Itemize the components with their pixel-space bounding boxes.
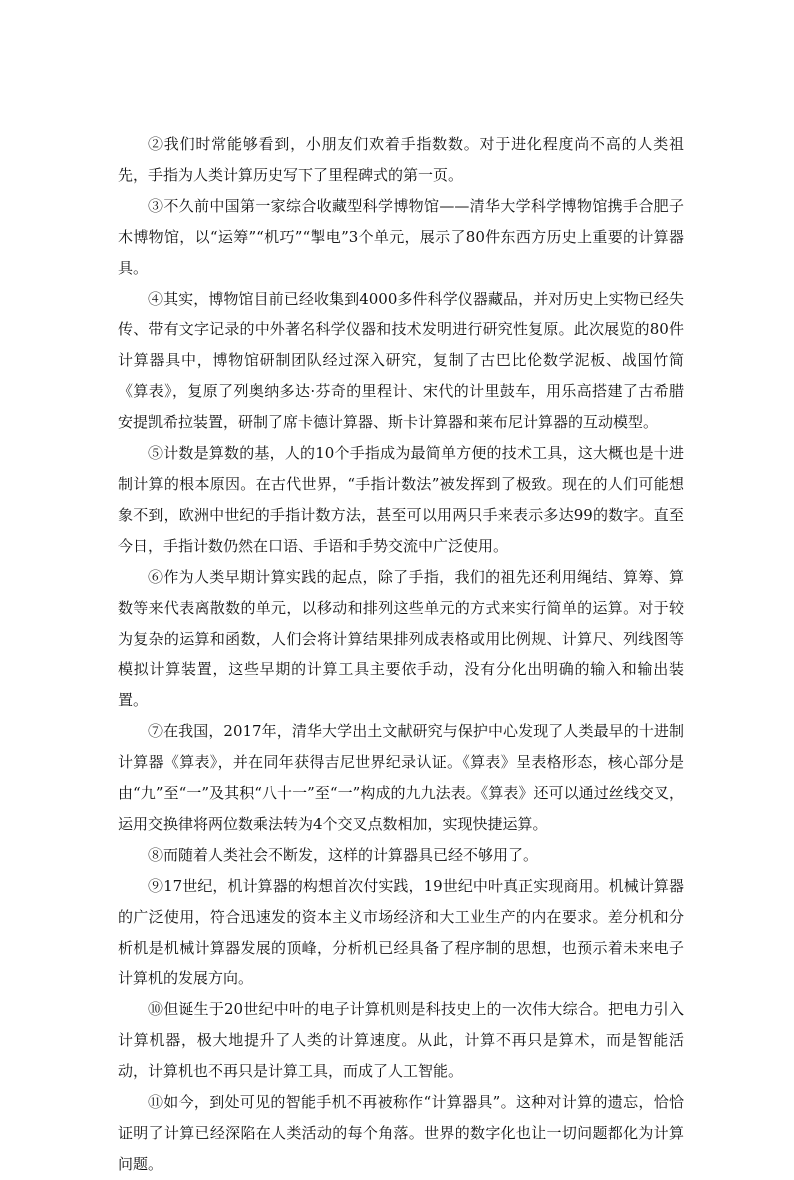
article-body [118,129,684,1180]
paragraph-11: ⑪如今，到处可见的智能手机不再被称作“计算器具”。这种对计算的遗忘，恰恰证明了计算已经深陷在人类活动的每个角落。世界的数字化也让一切问题都化为计算问题。 [118,1093,684,1173]
paragraph-3: ③不久前中国第一家综合收藏型科学博物馆——清华大学科学博物馆携手合肥子木博物馆，以“运筹”“机巧”“掣电”3个单元，展示了80件东西方历史上重要的计算器具。 [118,196,684,277]
paragraph-6: ⑥作为人类早期计算实践的起点，除了手指，我们的祖先还利用绳结、算筹、算数等来代表离散数的单元，以移动和排列这些单元的方式来实行简单的运算。对于较为复杂的运算和函数，人们会将计算结果排列成表格或用比例规、计算尺、列线图等模拟计算装置，这些早期的计算工具主要依手动，没有分化出明确的输入和输出装置。 [118,567,684,710]
paragraph-7: ⑦在我国，2017年，清华大学出土文献研究与保护中心发现了人类最早的十进制计算器《算表》，并在同年获得吉尼世界纪录认证。《算表》呈表格形态，核心部分是由“九”至“一”及其积“八十一”至“一”构成的九九法表。《算表》还可以通过丝线交叉，运用交换律将两位数乘法转为4个交叉点数相加，实现快捷运算。 [118,722,684,833]
paragraph-4: ④其实，博物馆目前已经收集到4000多件科学仪器藏品，并对历史上实物已经失传、带有文字记录的中外著名科学仪器和技术发明进行研究性复原。此次展览的80件计算器具中，博物馆研制团队经过深入研究，复制了古巴比伦数学泥板、战国竹简《算表》，复原了列奥纳多达·芬奇的里程计、宋代的计里鼓车，用乐高搭建了古希腊安提凯希拉装置，研制了席卡德计算器、斯卡计算器和莱布尼计算器的互动模型。 [118,289,684,432]
paragraph-10: ⑩但诞生于20世纪中叶的电子计算机则是科技史上的一次伟大综合。把电力引入计算机器，极大地提升了人类的计算速度。从此，计算不再只是算术，而是智能活动，计算机也不再只是计算工具，而成了人工智能。 [118,1000,684,1081]
paragraph-8: ⑧而随着人类社会不断发，这样的计算器具已经不够用了。 [148,845,539,864]
paragraph-9: ⑨17世纪，机计算器的构想首次付实践，19世纪中叶真正实现商用。机械计算器的广泛使用，符合迅速发的资本主义市场经济和大工业生产的内在要求。差分机和分析机是机械计算器发展的顶峰，分析机已经具备了程序制的思想，也预示着未来电子计算机的发展方向。 [118,876,684,988]
paragraph-2: ②我们时常能够看到，小朋友们欢着手指数数。对于进化程度尚不高的人类祖先，手指为人类计算历史写下了里程碑式的第一页。 [118,135,684,184]
paragraph-5: ⑤计数是算数的基，人的10个手指成为最简单方便的技术工具，这大概也是十进制计算的根本原因。在古代世界，“手指计数法”被发挥到了极致。现在的人们可能想象不到，欧洲中世纪的手指计数方法，甚至可以用两只手来表示多达99的数字。直至今日，手指计数仍然在口语、手语和手势交流中广泛使用。 [118,444,684,555]
